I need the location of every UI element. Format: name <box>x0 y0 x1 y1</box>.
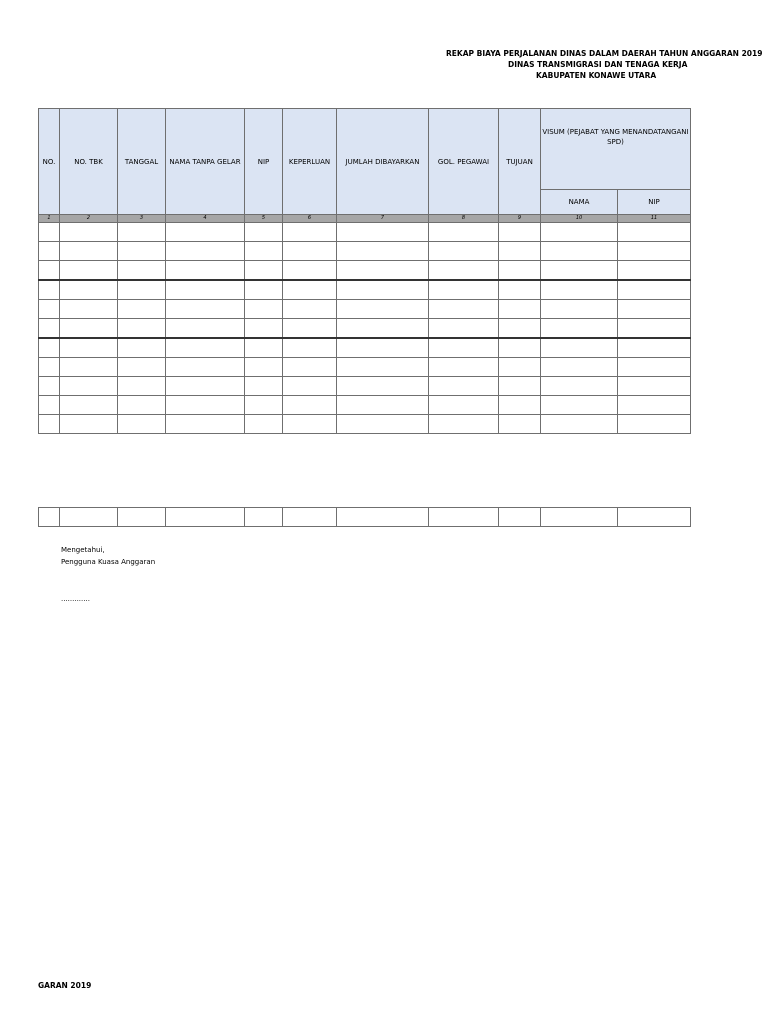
footer-fragment: GARAN 2019 <box>38 981 92 990</box>
table-row <box>39 338 691 358</box>
column-number: 8 <box>429 215 499 223</box>
header-no: NO. <box>39 109 60 215</box>
header-nip: NIP <box>245 109 283 215</box>
column-number: 1 <box>39 215 60 223</box>
table-row <box>39 358 691 377</box>
regency-name: KABUPATEN KONAWE UTARA <box>536 71 657 80</box>
header-visum: VISUM (PEJABAT YANG MENANDATANGANI SPD) <box>541 109 691 190</box>
header-nama: NAMA TANPA GELAR <box>166 109 245 215</box>
report-title-block <box>400 48 763 81</box>
header-no-tbk: NO. TBK <box>60 109 118 215</box>
table-row <box>39 300 691 319</box>
table-row <box>39 319 691 339</box>
table-row <box>39 280 691 300</box>
header-gol: GOL. PEGAWAI <box>429 109 499 215</box>
table-row <box>39 396 691 415</box>
travel-cost-table <box>38 108 691 434</box>
header-visum-nama: NAMA <box>541 190 618 215</box>
column-number: 4 <box>166 215 245 223</box>
table-row <box>39 415 691 434</box>
column-number: 11 <box>618 215 691 223</box>
header-keperluan: KEPERLUAN <box>283 109 337 215</box>
column-number-row <box>39 215 691 223</box>
column-number: 6 <box>283 215 337 223</box>
table-row <box>39 242 691 261</box>
table-row <box>39 223 691 242</box>
header-row <box>39 109 691 190</box>
signer-role: Pengguna Kuasa Anggaran <box>61 558 156 566</box>
column-number: 5 <box>245 215 283 223</box>
agency-name: DINAS TRANSMIGRASI DAN TENAGA KERJA <box>508 60 688 69</box>
column-number: 2 <box>60 215 118 223</box>
column-number: 9 <box>499 215 541 223</box>
signature-block <box>61 544 155 568</box>
total-row <box>39 508 691 527</box>
column-number: 3 <box>118 215 166 223</box>
table-row <box>39 377 691 396</box>
acknowledged-label: Mengetahui, <box>61 546 105 554</box>
total-table <box>38 507 691 527</box>
header-visum-nip: NIP <box>618 190 691 215</box>
signer-name-placeholder: ............. <box>61 595 90 603</box>
column-number: 10 <box>541 215 618 223</box>
header-tujuan: TUJUAN <box>499 109 541 215</box>
report-title: REKAP BIAYA PERJALANAN DINAS DALAM DAERAH TAHUN ANGGARAN 2019 <box>446 49 763 58</box>
column-number: 7 <box>337 215 429 223</box>
header-tanggal: TANGGAL <box>118 109 166 215</box>
table-row <box>39 261 691 281</box>
header-jumlah: JUMLAH DIBAYARKAN <box>337 109 429 215</box>
